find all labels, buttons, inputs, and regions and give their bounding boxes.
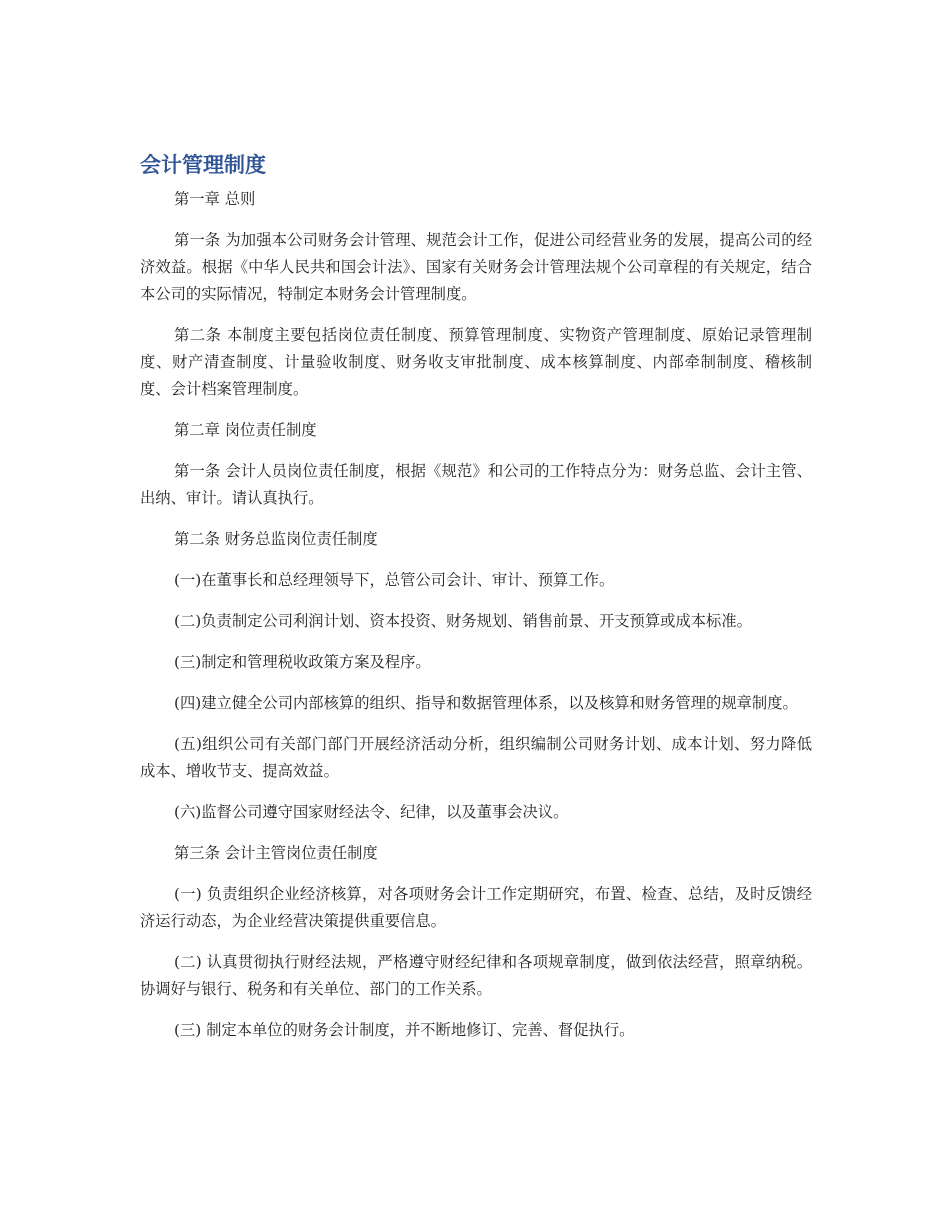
chapter-1-heading: 第一章 总则 [174,190,256,208]
list-item: (二)负责制定公司利润计划、资本投资、财务规划、销售前景、开支预算或成本标准。 [174,612,752,630]
document-page [140,150,812,1058]
list-item: (三)制定和管理税收政策方案及程序。 [174,653,431,671]
article-heading: 第三条 会计主管岗位责任制度 [174,844,378,862]
list-item: (一)在董事长和总经理领导下，总管公司会计、审计、预算工作。 [174,571,615,589]
list-item: (一) 负责组织企业经济核算，对各项财务会计工作定期研究，布置、检查、总结，及时反馈经济运行动态，为企业经营决策提供重要信息。 [140,885,812,930]
article-paragraph: 第一条 为加强本公司财务会计管理、规范会计工作，促进公司经营业务的发展，提高公司的经济效益。根据《中华人民共和国会计法》、国家有关财务会计管理法规个公司章程的有关规定，结合本公司的实际情况，特制定本财务会计管理制度。 [140,231,812,303]
list-item: (四)建立健全公司内部核算的组织、指导和数据管理体系，以及核算和财务管理的规章制度。 [174,694,798,712]
list-item: (五)组织公司有关部门部门开展经济活动分析，组织编制公司财务计划、成本计划、努力降低成本、增收节支、提高效益。 [140,735,812,780]
list-item: (六)监督公司遵守国家财经法令、纪律，以及董事会决议。 [174,803,569,821]
article-paragraph: 第一条 会计人员岗位责任制度，根据《规范》和公司的工作特点分为：财务总监、会计主管、出纳、审计。请认真执行。 [140,462,812,507]
list-item: (二) 认真贯彻执行财经法规，严格遵守财经纪律和各项规章制度，做到依法经营，照章纳税。协调好与银行、税务和有关单位、部门的工作关系。 [140,953,812,998]
article-paragraph: 第二条 本制度主要包括岗位责任制度、预算管理制度、实物资产管理制度、原始记录管理制度、财产清查制度、计量验收制度、财务收支审批制度、成本核算制度、内部牵制制度、稽核制度、会计档案管理制度。 [140,326,812,398]
list-item: (三) 制定本单位的财务会计制度，并不断地修订、完善、督促执行。 [174,1021,635,1039]
chapter-2-heading: 第二章 岗位责任制度 [174,421,317,439]
document-title: 会计管理制度 [140,153,266,177]
article-heading: 第二条 财务总监岗位责任制度 [174,530,378,548]
